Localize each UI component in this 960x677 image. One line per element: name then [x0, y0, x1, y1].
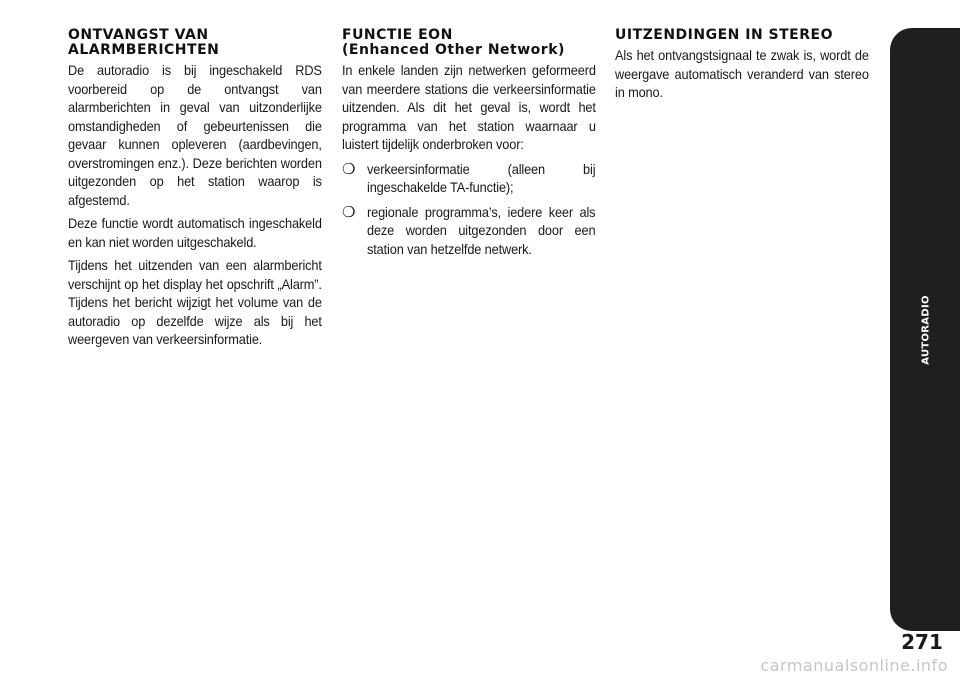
stereo-heading — [615, 28, 869, 43]
bullet-circle-icon: ❍ — [342, 160, 356, 178]
list-item — [342, 204, 596, 260]
column-alarm — [68, 28, 322, 355]
eon-heading-line1: FUNCTIE EON — [342, 27, 453, 43]
stereo-heading-line1: UITZENDINGEN IN STEREO — [615, 27, 833, 43]
alarm-heading-line2: ALARMBERICHTEN — [68, 42, 220, 58]
chapter-tab-label: AUTORADIO — [920, 295, 932, 365]
column-eon — [342, 28, 596, 265]
eon-paragraph: In enkele landen zijn netwerken geformeerd van meerdere stations die verkeersinformatie uitzenden. Als dit het geval is, wordt het programma van het station waarnaar u luistert tijdelijk onderbroken voor: — [342, 63, 596, 152]
watermark: carmanualsonline.info — [760, 656, 948, 675]
bullet-text: regionale programma’s, iedere keer als deze worden uitgezonden door een station van hetzelfde netwerk. — [367, 204, 596, 257]
column-stereo — [615, 28, 869, 108]
eon-heading-line2: (Enhanced Other Network) — [342, 42, 565, 58]
alarm-paragraph-1: De autoradio is bij ingeschakeld RDS voorbereid op de ontvangst van alarmberichten in geval van uitzonderlijke omstandigheden of gebeurtenissen die gevaar kunnen opleveren (aardbevingen, overstromingen enz.). Deze berichten worden uitgezonden op het station waarop is afgestemd. — [68, 63, 322, 208]
eon-heading — [342, 28, 596, 58]
bullet-circle-icon: ❍ — [342, 203, 356, 221]
alarm-paragraph-2: Deze functie wordt automatisch ingeschakeld en kan niet worden uitgeschakeld. — [68, 216, 322, 250]
alarm-heading — [68, 28, 322, 58]
page-number: 271 — [901, 630, 943, 654]
stereo-paragraph: Als het ontvangstsignaal te zwak is, wordt de weergave automatisch veranderd van stereo in mono. — [615, 48, 869, 100]
eon-bullet-list — [342, 161, 596, 260]
alarm-paragraph-3: Tijdens het uitzenden van een alarmbericht verschijnt op het display het opschrift „Alarm”. Tijdens het bericht wijzigt het volume van de autoradio op dezelfde wijze als bij het weergeven van verkeersinformatie. — [68, 258, 322, 347]
list-item — [342, 161, 596, 198]
bullet-text: verkeersinformatie (alleen bij ingeschakelde TA-functie); — [367, 161, 596, 195]
alarm-heading-line1: ONTVANGST VAN — [68, 27, 209, 43]
